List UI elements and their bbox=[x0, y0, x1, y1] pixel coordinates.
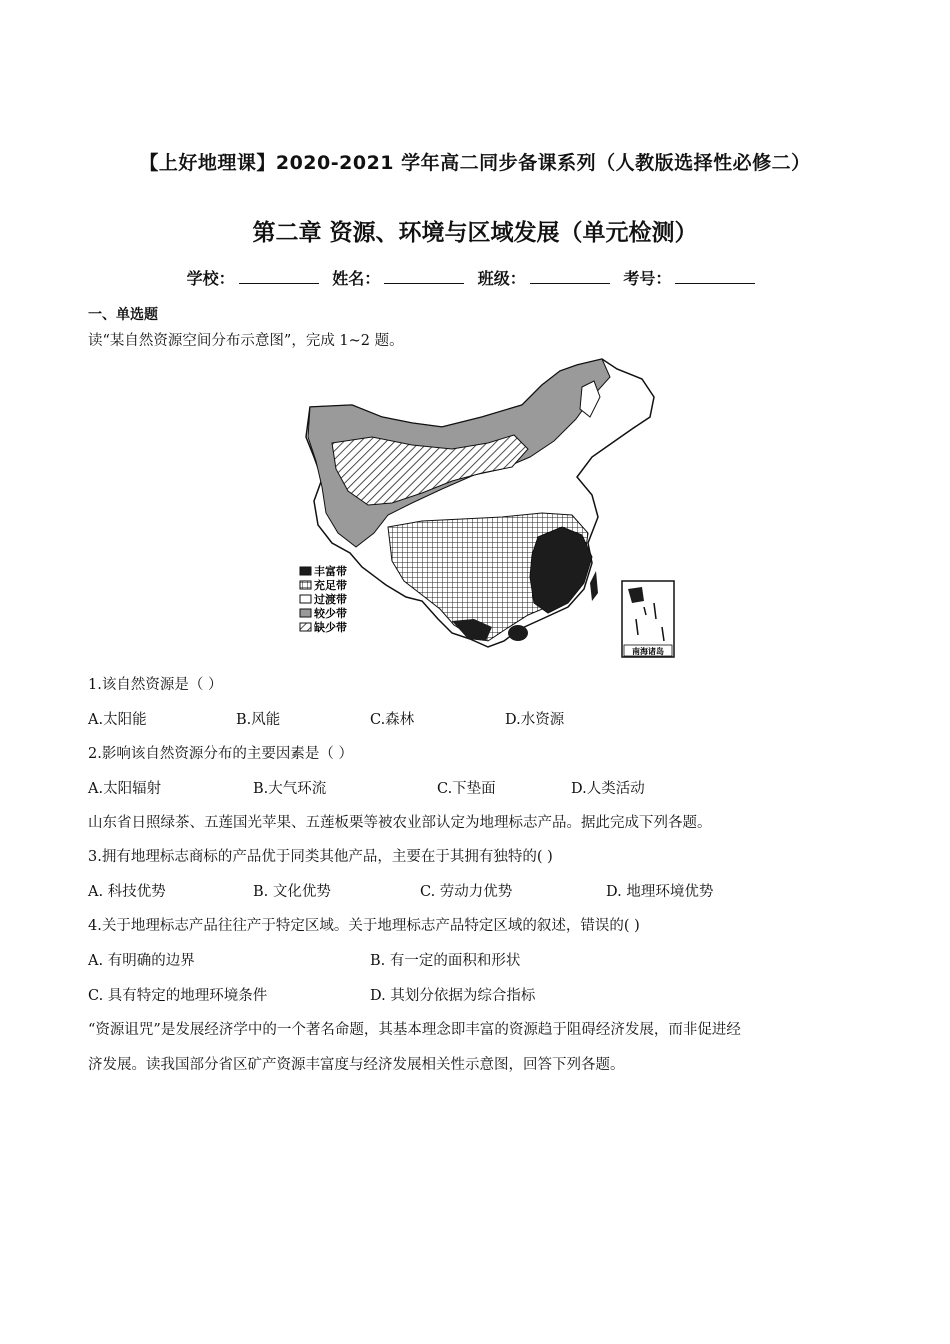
q1-option-d[interactable]: D.水资源 bbox=[505, 712, 565, 728]
class-blank[interactable] bbox=[530, 269, 610, 284]
q2-option-a[interactable]: A.太阳辐射 bbox=[88, 781, 162, 797]
q4-option-b[interactable]: B. 有一定的面积和形状 bbox=[370, 953, 521, 969]
q3-option-b[interactable]: B. 文化优势 bbox=[253, 884, 331, 900]
inset-label: 南海诸岛 bbox=[632, 647, 664, 656]
south-china-sea-inset bbox=[622, 581, 674, 657]
exam-number-blank[interactable] bbox=[675, 269, 755, 284]
resource-distribution-map bbox=[292, 357, 684, 663]
legend-less: 较少带 bbox=[314, 607, 347, 620]
q4-option-d[interactable]: D. 其划分依据为综合指标 bbox=[370, 988, 536, 1004]
legend-swatch-lack bbox=[300, 623, 311, 631]
name-blank[interactable] bbox=[384, 269, 464, 284]
section-title: 一、单选题 bbox=[88, 307, 158, 323]
q3-stem: 3.拥有地理标志商标的产品优于同类其他产品，主要在于其拥有独特的( ) bbox=[88, 849, 553, 865]
legend-swatch-transition bbox=[300, 595, 311, 603]
intro-map-question: 读“某自然资源空间分布示意图”，完成 1~2 题。 bbox=[88, 333, 404, 349]
exam-number-label: 考号： bbox=[623, 269, 672, 288]
class-label: 班级： bbox=[477, 269, 526, 288]
legend-lack: 缺少带 bbox=[314, 621, 347, 634]
q1-stem: 1.该自然资源是（ ） bbox=[88, 677, 223, 693]
school-blank[interactable] bbox=[239, 269, 319, 284]
name-label: 姓名： bbox=[332, 269, 381, 288]
q3-option-a[interactable]: A. 科技优势 bbox=[88, 884, 166, 900]
chapter-title: 第二章 资源、环境与区域发展（单元检测） bbox=[252, 220, 698, 246]
document-title: 【上好地理课】2020-2021 学年高二同步备课系列（人教版选择性必修二） bbox=[139, 152, 811, 174]
q4-option-c[interactable]: C. 具有特定的地理环境条件 bbox=[88, 988, 268, 1004]
legend-swatch-sufficient bbox=[300, 581, 311, 589]
rich-zone bbox=[530, 527, 592, 613]
q3-option-c[interactable]: C. 劳动力优势 bbox=[420, 884, 513, 900]
q2-stem: 2.影响该自然资源分布的主要因素是（ ） bbox=[88, 746, 353, 762]
legend-transition: 过渡带 bbox=[314, 593, 347, 606]
legend-sufficient: 充足带 bbox=[314, 579, 347, 592]
q1-option-c[interactable]: C.森林 bbox=[370, 712, 415, 728]
intro-resource-curse-line2: 济发展。读我国部分省区矿产资源丰富度与经济发展相关性示意图，回答下列各题。 bbox=[88, 1057, 625, 1073]
legend-swatch-rich bbox=[300, 567, 311, 575]
intro-geographic-indication: 山东省日照绿茶、五莲国光苹果、五莲板栗等被农业部认定为地理标志产品。据此完成下列各题。 bbox=[88, 815, 712, 831]
q1-option-a[interactable]: A.太阳能 bbox=[88, 712, 147, 728]
intro-resource-curse-line1: “资源诅咒”是发展经济学中的一个著名命题，其基本理念即丰富的资源趋于阻碍经济发展，而非促进经 bbox=[88, 1022, 741, 1038]
map-legend bbox=[300, 564, 347, 634]
legend-swatch-less bbox=[300, 609, 311, 617]
school-label: 学校： bbox=[186, 269, 235, 288]
q2-option-b[interactable]: B.大气环流 bbox=[253, 781, 327, 797]
legend-rich: 丰富带 bbox=[314, 565, 347, 578]
q2-option-c[interactable]: C.下垫面 bbox=[437, 781, 496, 797]
q4-stem: 4.关于地理标志产品往往产于特定区域。关于地理标志产品特定区域的叙述，错误的( ) bbox=[88, 918, 640, 934]
q4-option-a[interactable]: A. 有明确的边界 bbox=[88, 953, 195, 969]
student-info-line bbox=[0, 266, 950, 289]
q2-option-d[interactable]: D.人类活动 bbox=[571, 781, 645, 797]
q1-option-b[interactable]: B.风能 bbox=[236, 712, 281, 728]
q3-option-d[interactable]: D. 地理环境优势 bbox=[606, 884, 714, 900]
